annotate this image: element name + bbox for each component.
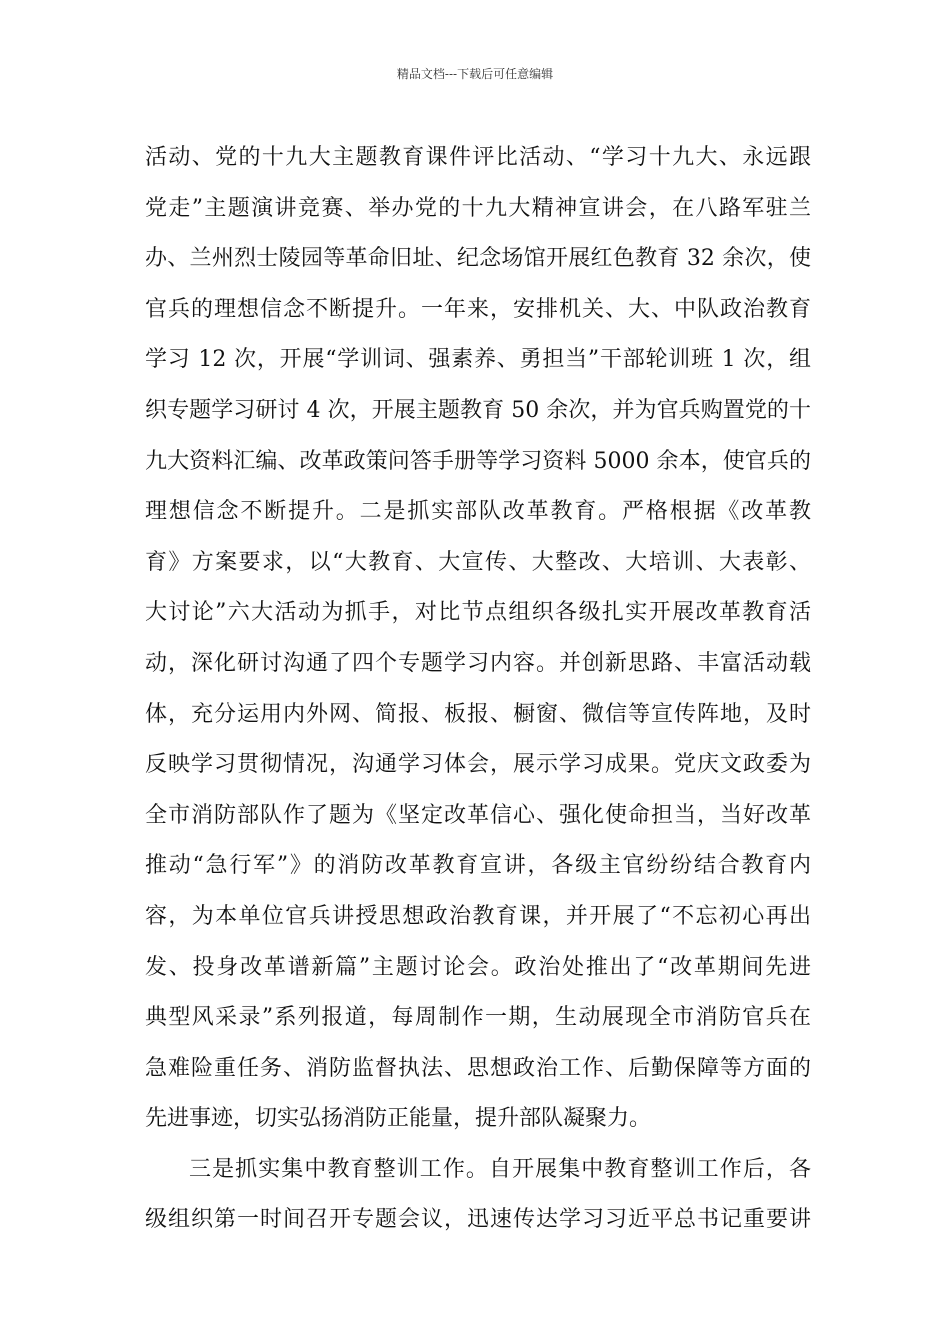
text-line: 办、兰州烈士陵园等革命旧址、纪念场馆开展红色教育 32 余次，使: [145, 246, 811, 272]
text-line: 三是抓实集中教育整训工作。自开展集中教育整训工作后，各: [189, 1156, 811, 1182]
text-line: 织专题学习研讨 4 次，开展主题教育 50 余次，并为官兵购置党的十: [145, 397, 811, 423]
text-line: 反映学习贯彻情况，沟通学习体会，展示学习成果。党庆文政委为: [145, 752, 811, 778]
page-header: 精品文档---下载后可任意编辑: [396, 67, 554, 81]
text-line: 全市消防部队作了题为《坚定改革信心、强化使命担当，当好改革: [145, 802, 811, 828]
text-line: 九大资料汇编、改革政策问答手册等学习资料 5000 余本，使官兵的: [145, 448, 811, 474]
text-line: 学习 12 次，开展“学训词、强素养、勇担当”干部轮训班 1 次，组: [145, 347, 811, 373]
text-line: 容，为本单位官兵讲授思想政治教育课，并开展了“不忘初心再出: [145, 903, 811, 929]
text-line: 典型风采录”系列报道，每周制作一期，生动展现全市消防官兵在: [145, 1005, 811, 1031]
text-line: 级组织第一时间召开专题会议，迅速传达学习习近平总书记重要讲: [145, 1207, 811, 1233]
text-line: 党走”主题演讲竞赛、举办党的十九大精神宣讲会，在八路军驻兰: [145, 195, 811, 221]
text-line: 推动“急行军”》的消防改革教育宣讲，各级主官纷纷结合教育内: [145, 853, 811, 879]
text-line: 官兵的理想信念不断提升。一年来，安排机关、大、中队政治教育: [145, 296, 811, 322]
text-line: 体，充分运用内外网、简报、板报、橱窗、微信等宣传阵地，及时: [145, 701, 811, 727]
text-line: 先进事迹，切实弘扬消防正能量，提升部队凝聚力。: [145, 1106, 652, 1132]
text-line: 育》方案要求，以“大教育、大宣传、大整改、大培训、大表彰、: [145, 549, 811, 575]
text-line: 活动、党的十九大主题教育课件评比活动、“学习十九大、永远跟: [145, 145, 811, 170]
text-line: 发、投身改革谱新篇”主题讨论会。政治处推出了“改革期间先进: [145, 954, 811, 980]
paragraph: [145, 1145, 811, 1246]
text-line: 急难险重任务、消防监督执法、思想政治工作、后勤保障等方面的: [145, 1055, 811, 1081]
document-body: [145, 133, 811, 1246]
text-line: 理想信念不断提升。二是抓实部队改革教育。严格根据《改革教: [145, 499, 811, 525]
paragraph: [145, 133, 811, 1145]
text-line: 大讨论”六大活动为抓手，对比节点组织各级扎实开展改革教育活: [145, 600, 811, 626]
text-line: 动，深化研讨沟通了四个专题学习内容。并创新思路、丰富活动载: [145, 650, 811, 676]
